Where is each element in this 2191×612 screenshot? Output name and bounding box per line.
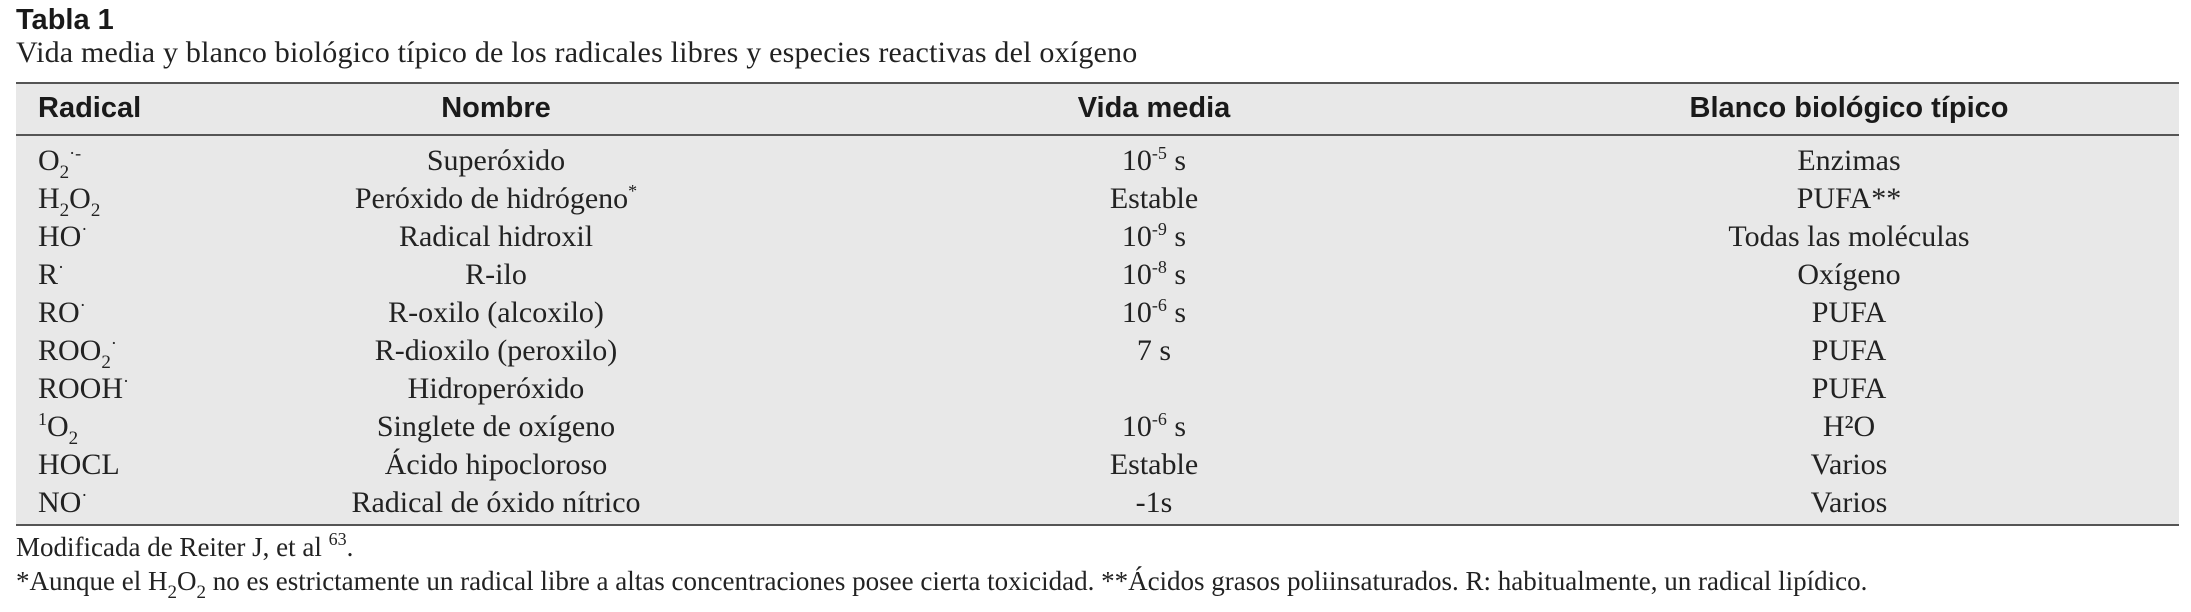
radical-base: O	[47, 410, 69, 443]
vida-base: -1s	[1135, 486, 1173, 519]
table-row	[16, 484, 2179, 522]
radical-pre-sup: 1	[38, 409, 47, 429]
vida-unit: s	[1166, 258, 1187, 291]
blanco-text: PUFA	[1811, 372, 1887, 405]
vida-media-text	[1122, 142, 1186, 180]
vida-base: 10	[1121, 258, 1152, 291]
nombre-text	[408, 370, 585, 408]
table-row	[16, 180, 2179, 221]
nombre-text	[427, 142, 565, 180]
vida-unit: s	[1166, 144, 1187, 177]
footnote-sub1: 2	[167, 582, 177, 603]
radical-base: R	[38, 258, 59, 291]
vida-media-text	[1137, 332, 1171, 370]
vida-base: Estable	[1109, 448, 1199, 481]
table-row	[16, 332, 2179, 373]
radical-mid: O	[69, 182, 91, 215]
cell-radical	[38, 408, 79, 449]
nombre-value: Radical de óxido nítrico	[351, 486, 641, 519]
table-row	[16, 446, 2179, 484]
nombre-value: Superóxido	[426, 144, 566, 177]
vida-unit: s	[1166, 296, 1187, 329]
table-row	[16, 408, 2179, 449]
footnote-b: O	[176, 566, 197, 596]
vida-media-text	[1122, 218, 1186, 256]
blanco-text: Varios	[1810, 486, 1888, 519]
vida-unit: s	[1166, 410, 1187, 443]
vida-exponent: -9	[1151, 219, 1167, 239]
vida-unit: s	[1166, 220, 1187, 253]
vida-base: 7 s	[1136, 334, 1172, 367]
vida-media-text	[1122, 408, 1186, 446]
nombre-text	[375, 332, 617, 370]
table-title: Tabla 1	[16, 4, 114, 36]
cell-radical	[38, 446, 120, 484]
cell-radical	[38, 332, 117, 373]
vida-exponent: -6	[1151, 295, 1167, 315]
nombre-value: R-oxilo (alcoxilo)	[388, 296, 604, 329]
nombre-value: Singlete de oxígeno	[376, 410, 616, 443]
blanco-text: H²O	[1822, 410, 1876, 443]
blanco-text: Todas las moléculas	[1728, 220, 1970, 253]
nombre-value: Peróxido de hidrógeno	[354, 182, 629, 215]
radical-base: NO	[38, 486, 82, 519]
nombre-footnote-mark: *	[628, 181, 638, 201]
nombre-text	[377, 408, 615, 446]
nombre-value: R-ilo	[465, 258, 527, 291]
footnote-source	[16, 529, 354, 563]
vida-media-text	[1122, 294, 1186, 332]
radical-base: H	[38, 182, 60, 215]
footnote-ref: 63	[328, 529, 347, 549]
cell-radical	[38, 218, 87, 256]
blanco-text: Oxígeno	[1797, 258, 1901, 291]
radical-sub: 2	[68, 428, 79, 449]
radical-sub2: 2	[90, 200, 101, 221]
vida-base: 10	[1121, 410, 1152, 443]
vida-exponent: -5	[1151, 143, 1167, 163]
nombre-value: Radical hidroxil	[398, 220, 594, 253]
cell-radical	[38, 370, 129, 408]
vida-base: 10	[1121, 296, 1152, 329]
data-table	[16, 82, 2179, 526]
blanco-text: Enzimas	[1797, 144, 1901, 177]
vida-exponent: -8	[1151, 257, 1167, 277]
vida-media-text	[1122, 256, 1186, 294]
footnote-period: .	[346, 532, 354, 562]
radical-sub: 2	[59, 200, 70, 221]
footnote-sub2: 2	[196, 582, 206, 603]
radical-sup: ·	[58, 257, 65, 277]
header-rule	[16, 134, 2179, 136]
footnote-a: *Aunque el H	[16, 566, 168, 596]
header-nombre: Nombre	[441, 92, 551, 124]
table-caption: Vida media y blanco biológico típico de los radicales libres y especies reactivas del oxígeno	[16, 36, 1138, 69]
blanco-text: PUFA	[1811, 296, 1887, 329]
radical-base: O	[38, 144, 60, 177]
radical-sup: ·	[110, 333, 117, 353]
radical-base: HOCL	[38, 448, 120, 481]
blanco-text: PUFA	[1811, 334, 1887, 367]
vida-media-text	[1110, 180, 1198, 218]
vida-media-text	[1136, 484, 1173, 522]
nombre-text	[399, 218, 593, 256]
radical-base: ROOH	[38, 372, 124, 405]
vida-media-text	[1110, 446, 1198, 484]
table-row	[16, 256, 2179, 294]
nombre-value: R-dioxilo (peroxilo)	[374, 334, 618, 367]
vida-base: 10	[1121, 144, 1152, 177]
vida-base: Estable	[1109, 182, 1199, 215]
cell-radical	[38, 484, 87, 522]
nombre-value: Ácido hipocloroso	[384, 448, 608, 481]
footnote-source-text: Modificada de Reiter J, et al	[16, 532, 329, 562]
radical-sup: ·-	[69, 143, 82, 163]
nombre-text	[465, 256, 527, 294]
cell-radical	[38, 180, 101, 221]
table-row	[16, 218, 2179, 256]
vida-base: 10	[1121, 220, 1152, 253]
radical-sup: ·	[79, 295, 86, 315]
radical-sub: 2	[101, 352, 111, 373]
table-row	[16, 370, 2179, 408]
vida-exponent: -6	[1151, 409, 1167, 429]
nombre-text	[355, 180, 637, 218]
radical-sub: 2	[59, 162, 70, 183]
footnote-notes	[16, 566, 1868, 603]
radical-base: RO	[38, 296, 80, 329]
radical-base: HO	[38, 220, 82, 253]
blanco-text: PUFA**	[1796, 182, 1902, 215]
radical-sup: ·	[123, 371, 130, 391]
radical-base: ROO	[38, 334, 102, 367]
radical-sup: ·	[81, 219, 88, 239]
cell-radical	[38, 142, 82, 183]
nombre-text	[351, 484, 640, 522]
table-row	[16, 142, 2179, 183]
cell-radical	[38, 294, 86, 332]
blanco-text: Varios	[1810, 448, 1888, 481]
nombre-text	[385, 446, 607, 484]
cell-radical	[38, 256, 64, 294]
radical-sup: ·	[81, 485, 88, 505]
header-vida-media: Vida media	[1077, 92, 1231, 124]
footnote-c: no es estrictamente un radical libre a altas concentraciones posee cierta toxicidad. **Ácidos grasos poliinsaturados. R: habitualmente, un radical lipídico.	[205, 566, 1868, 596]
table-row	[16, 294, 2179, 332]
nombre-text	[388, 294, 604, 332]
nombre-value: Hidroperóxido	[407, 372, 585, 405]
header-radical: Radical	[38, 92, 142, 124]
header-blanco: Blanco biológico típico	[1689, 92, 2009, 124]
